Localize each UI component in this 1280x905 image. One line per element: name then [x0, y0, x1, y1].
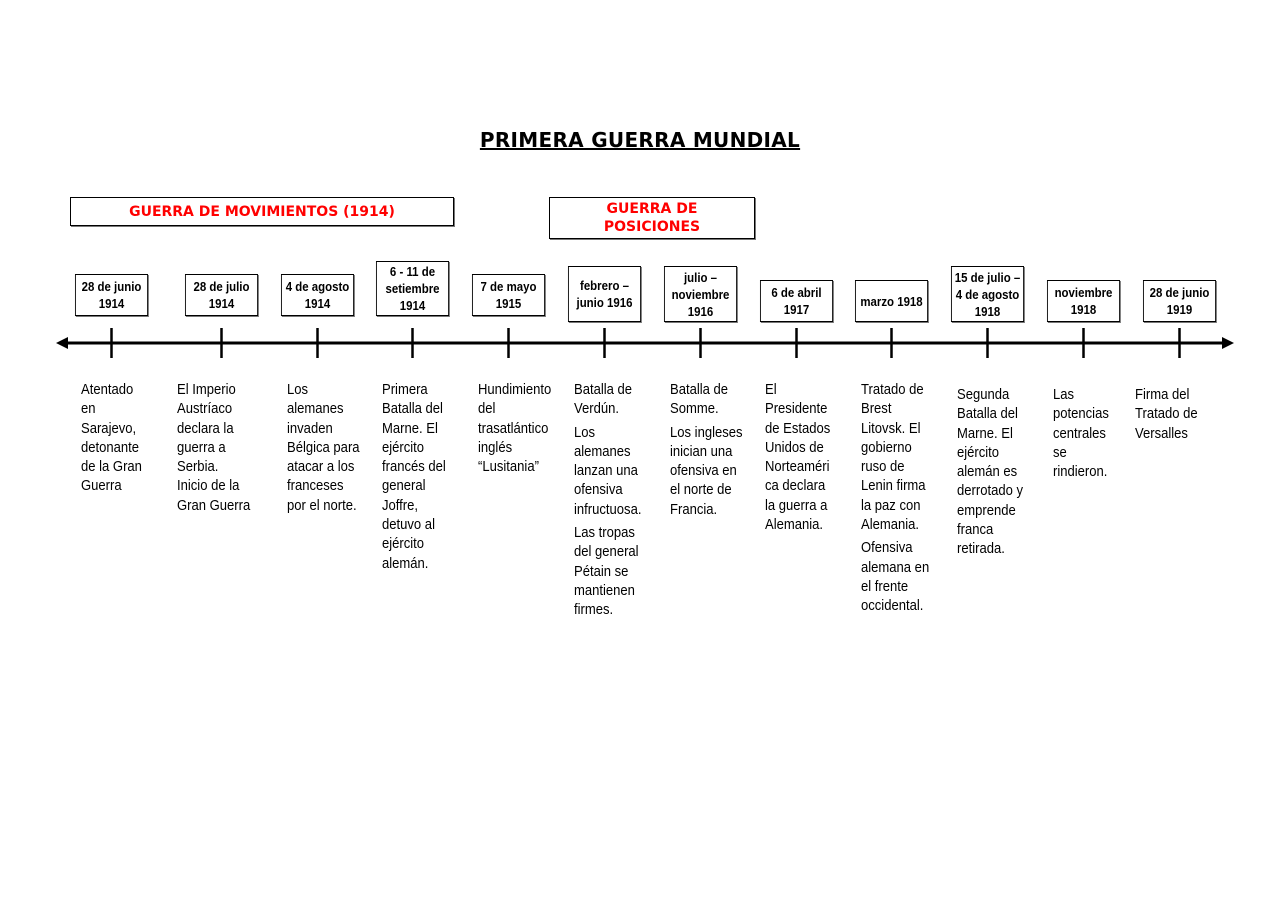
event-text: Segunda Batalla del Marne. El ejército alemán es derrotado y emprende franca retirada. — [957, 386, 1024, 558]
event-description — [765, 380, 838, 534]
event-description — [574, 380, 651, 620]
event-text: Tratado de Brest Litovsk. El gobierno ruso de Lenin firma la paz con Alemania. — [861, 381, 926, 534]
event-text: Los alemanes lanzan una ofensiva infructuosa. — [574, 423, 642, 518]
period-box-movimientos: GUERRA DE MOVIMIENTOS (1914) — [70, 197, 454, 226]
date-box: 7 de mayo 1915 — [472, 274, 545, 316]
page-title: PRIMERA GUERRA MUNDIAL — [479, 128, 801, 152]
event-text: Las tropas del general Pétain se mantienen firmes. — [574, 524, 639, 619]
event-text: El Presidente de Estados Unidos de Norteaméri ca declara la guerra a Alemania. — [765, 381, 831, 534]
date-box: 4 de agosto 1914 — [281, 274, 354, 316]
event-text: Ofensiva alemana en el frente occidental. — [861, 539, 930, 615]
event-text: Las potencias centrales se rindieron. — [1053, 386, 1109, 481]
date-box: julio – noviembre 1916 — [664, 266, 737, 322]
event-text: El Imperio Austríaco declara la guerra a Serbia. Inicio de la Gran Guerra — [177, 381, 251, 514]
arrow-right-icon — [1222, 337, 1234, 349]
event-text: Los ingleses inician una ofensiva en el norte de Francia. — [670, 423, 743, 518]
event-text: Primera Batalla del Marne. El ejército francés del general Joffre, detuvo al ejército alemán. — [382, 381, 446, 572]
date-box: 28 de julio 1914 — [185, 274, 258, 316]
event-description — [1135, 385, 1213, 443]
event-text: Firma del Tratado de Versalles — [1135, 386, 1198, 442]
event-text: Los alemanes invaden Bélgica para atacar a los franceses por el norte. — [287, 381, 360, 514]
date-box: 6 de abril 1917 — [760, 280, 833, 322]
date-box: 6 - 11 de setiembre 1914 — [376, 261, 449, 316]
date-box: noviembre 1918 — [1047, 280, 1120, 322]
date-box: 28 de junio 1914 — [75, 274, 148, 316]
event-description — [287, 380, 365, 515]
event-text: Batalla de Somme. — [670, 381, 729, 418]
event-description — [957, 385, 1034, 559]
event-text: Hundimiento del trasatlántico inglés “Lusitania” — [478, 381, 552, 476]
event-description — [382, 380, 459, 573]
period-box-posiciones: GUERRA DE POSICIONES — [549, 197, 755, 239]
event-description — [478, 380, 561, 476]
event-text: Atentado en Sarajevo, detonante de la Gran Guerra — [81, 381, 142, 495]
event-description — [177, 380, 251, 515]
event-text: Batalla de Verdún. — [574, 381, 633, 418]
event-description — [670, 380, 747, 519]
date-box: 15 de julio – 4 de agosto 1918 — [951, 266, 1024, 322]
date-box: 28 de junio 1919 — [1143, 280, 1216, 322]
event-description — [81, 380, 151, 496]
event-description — [861, 380, 938, 616]
event-description — [1053, 385, 1123, 481]
date-box: febrero – junio 1916 — [568, 266, 641, 322]
arrow-left-icon — [56, 337, 68, 349]
date-box: marzo 1918 — [855, 280, 928, 322]
